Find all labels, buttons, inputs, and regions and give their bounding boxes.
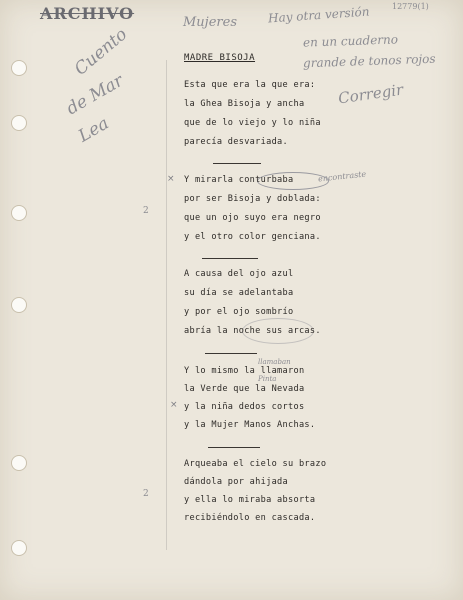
poem-title: MADRE BISOJA — [184, 53, 256, 63]
poem-line: y por el ojo sombrío — [184, 307, 294, 317]
archive-stamp: ARCHIVO — [40, 4, 135, 23]
handwritten-correction-llamaban: llamaban — [258, 358, 291, 366]
poem-line: Y lo mismo la llamaron — [184, 366, 305, 376]
handwritten-note-tonos: grande de tonos rojos — [302, 51, 436, 71]
binder-hole — [11, 455, 27, 471]
poem-line: dándola por ahijada — [184, 477, 289, 487]
poem-line: parecía desvariada. — [184, 137, 289, 147]
poem-line: recibiéndolo en cascada. — [184, 513, 316, 523]
handwritten-note-lea: Lea — [75, 113, 113, 147]
poem-line: por ser Bisoja y doblada: — [184, 194, 321, 204]
margin-pencil-line — [166, 60, 167, 550]
poem-line: que de lo viejo y lo niña — [184, 118, 321, 128]
poem-line: la Verde que la Nevada — [184, 384, 305, 394]
stanza-separator — [208, 447, 260, 448]
stanza-separator — [213, 163, 261, 164]
cross-mark: × — [167, 174, 175, 184]
handwritten-correction-pinta: Pinta — [258, 375, 277, 383]
stanza-separator — [205, 353, 257, 354]
poem-line: y la Mujer Manos Anchas. — [184, 420, 316, 430]
binder-hole — [11, 205, 27, 221]
poem-line: abría la noche sus arcas. — [184, 326, 321, 336]
cross-mark: × — [170, 400, 178, 410]
margin-number: 2 — [143, 489, 149, 499]
poem-line: su día se adelantaba — [184, 288, 294, 298]
stanza-separator — [202, 258, 258, 259]
poem-line: A causa del ojo azul — [184, 269, 294, 279]
binder-hole — [11, 60, 27, 76]
poem-line: Esta que era la que era: — [184, 80, 316, 90]
handwritten-note-cuento: Cuento — [70, 24, 132, 80]
handwritten-note-cuaderno: en un cuaderno — [302, 32, 399, 50]
poem-line: Y mirarla conturbaba — [184, 175, 294, 185]
handwritten-note-version: Hay otra versión — [267, 4, 370, 26]
handwritten-note-corregir: Corregir — [337, 80, 405, 108]
margin-number: 2 — [143, 206, 149, 216]
archive-number: 12779(1) — [392, 2, 429, 11]
handwritten-note-mujeres: Mujeres — [183, 15, 237, 30]
poem-line: la Ghea Bisoja y ancha — [184, 99, 305, 109]
poem-line: y la niña dedos cortos — [184, 402, 305, 412]
binder-hole — [11, 297, 27, 313]
poem-line: y el otro color genciana. — [184, 232, 321, 242]
poem-line: Arqueaba el cielo su brazo — [184, 459, 327, 469]
handwritten-correction-encontraste: encontraste — [317, 169, 367, 184]
binder-hole — [11, 115, 27, 131]
handwritten-note-de-mar: de Mar — [63, 70, 127, 120]
poem-line: que un ojo suyo era negro — [184, 213, 321, 223]
poem-line: y ella lo miraba absorta — [184, 495, 316, 505]
binder-hole — [11, 540, 27, 556]
